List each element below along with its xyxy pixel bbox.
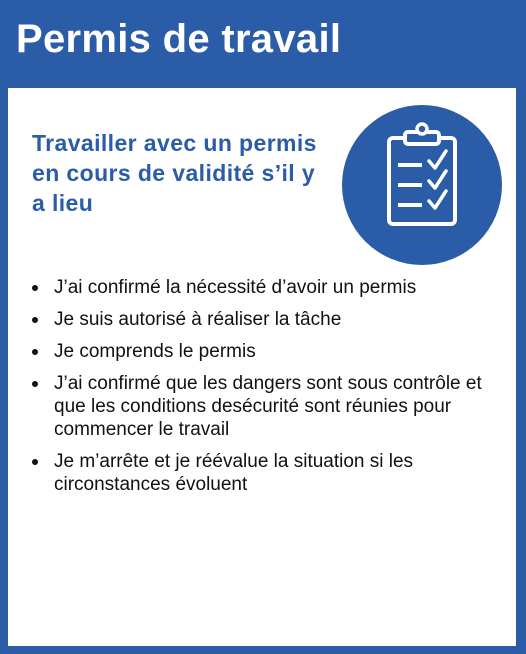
- list-item: [30, 308, 500, 331]
- bullet-icon: [32, 285, 38, 291]
- permit-checklist: [30, 276, 500, 505]
- page-title: Permis de travail: [16, 17, 342, 61]
- bullet-icon: [32, 381, 38, 387]
- section-subtitle: Travailler avec un permis en cours de validité s’il y a lieu: [32, 130, 317, 216]
- bullet-icon: [32, 459, 38, 465]
- list-item: [30, 276, 500, 299]
- list-item: [30, 372, 500, 441]
- list-item-text: Je suis autorisé à réaliser la tâche: [54, 309, 342, 330]
- content-panel: [8, 88, 516, 646]
- list-item-text: Je comprends le permis: [54, 341, 256, 362]
- list-item: [30, 340, 500, 363]
- bullet-icon: [32, 349, 38, 355]
- bullet-icon: [32, 317, 38, 323]
- list-item-text: J’ai confirmé la nécessité d’avoir un permis: [54, 277, 417, 298]
- list-item-text: J’ai confirmé que les dangers sont sous contrôle et que les conditions desécurité sont réunies pour commencer le travail: [54, 373, 482, 440]
- clipboard-checklist-icon: [342, 105, 502, 265]
- list-item: [30, 450, 500, 496]
- card-header: [0, 0, 526, 86]
- list-item-text: Je m’arrête et je réévalue la situation si les circonstances évoluent: [54, 451, 414, 495]
